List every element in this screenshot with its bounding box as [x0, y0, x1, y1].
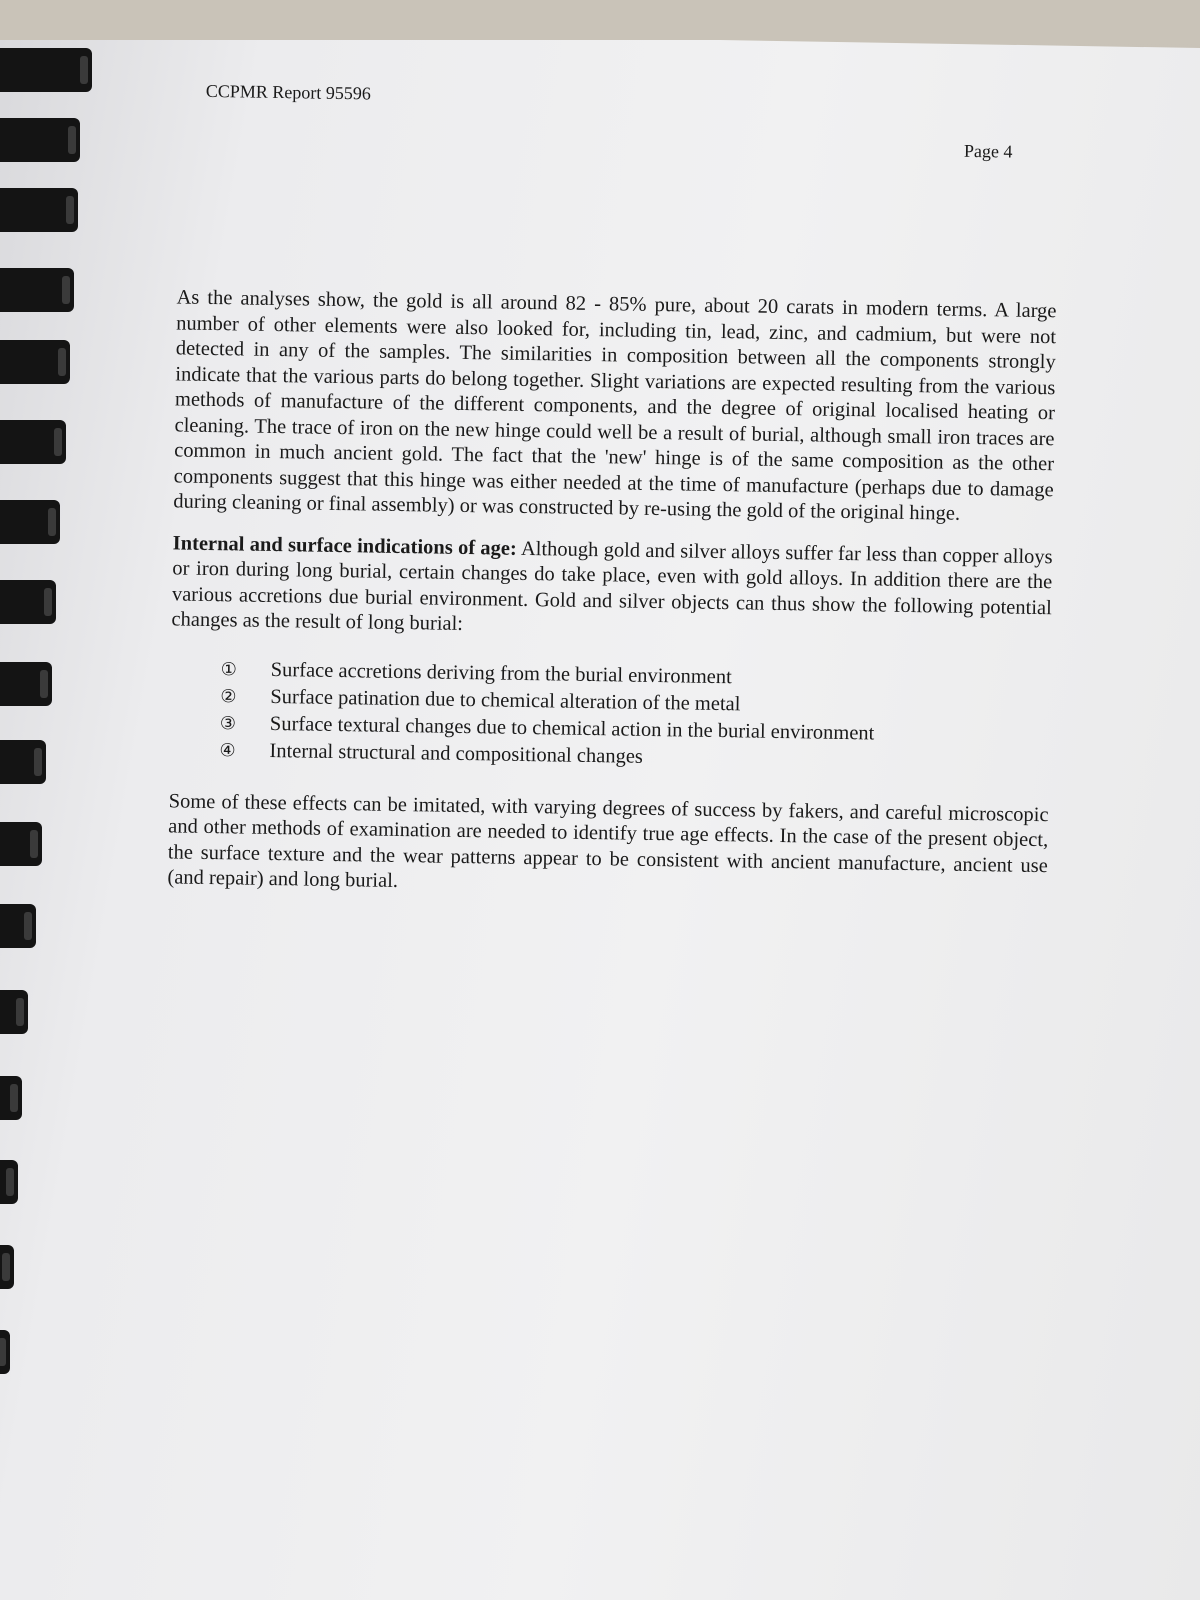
binding-coil: [0, 904, 36, 948]
paragraph-analysis: As the analyses show, the gold is all around 82 - 85% pure, about 20 carats in modern terms. A large number of other elements were also looked for, including tin, lead, zinc, and cadmium, but were not detected in any of the samples. The similarities in composition between all the components strongly indicate that the various parts do belong together. Slight variations are expected resulting from the various methods of manufacture of the different components, and the degree of original localised heating or cleaning. The trace of iron on the new hinge could well be a result of burial, although small iron traces are common in much ancient gold. The fact that the 'new' hinge is of the same composition as the other components suggest that this hinge was either needed at the time of manufacture (perhaps due to damage during cleaning or final assembly) or was constructed by re-using the gold of the original hinge.: [173, 286, 1057, 525]
binding-coil: [0, 1076, 22, 1120]
page-number: Page 4: [963, 140, 1013, 162]
circled-number: ②: [220, 685, 237, 707]
list-item-text: Surface accretions deriving from the burial environment: [270, 658, 732, 688]
binding-coil: [0, 118, 80, 162]
changes-list: [219, 656, 1051, 777]
binding-coil: [0, 420, 66, 464]
list-item-text: Surface textural changes due to chemical action in the burial environment: [269, 712, 875, 744]
binding-coil: [0, 500, 60, 544]
paragraph-text: Although gold and silver alloys suffer far less than copper alloys or iron during long burial, certain changes do take place, even with gold alloys. In addition there are the various accretions due burial environment. Gold and silver objects can thus show the following potential changes as the result of long burial:: [171, 537, 1053, 635]
binding-coil: [0, 662, 52, 706]
spiral-binding: [0, 0, 90, 1600]
binding-coil: [0, 48, 92, 92]
binding-coil: [0, 740, 46, 784]
circled-number: ③: [219, 712, 237, 734]
paragraph-age-indications: [171, 531, 1052, 647]
binding-coil: [0, 990, 28, 1034]
binding-coil: [0, 1160, 18, 1204]
binding-coil: [0, 580, 56, 624]
report-body: [167, 285, 1057, 920]
binding-coil: [0, 340, 70, 384]
binding-coil: [0, 268, 74, 312]
binding-coil: [0, 1330, 10, 1374]
list-item-text: Internal structural and compositional changes: [269, 739, 644, 768]
circled-number: ①: [220, 658, 238, 680]
binding-coil: [0, 1245, 14, 1289]
paragraph-conclusion: Some of these effects can be imitated, with varying degrees of success by fakers, and careful microscopic and other methods of examination are needed to identify true age effects. In the case of the present object, the surface texture and the wear patterns appear to be consistent with ancient manufacture, ancient use (and repair) and long burial.: [167, 789, 1049, 892]
list-item-text: Surface patination due to chemical alteration of the metal: [270, 685, 741, 715]
binding-coil: [0, 822, 42, 866]
binding-coil: [0, 188, 78, 232]
report-header: CCPMR Report 95596: [205, 80, 372, 104]
circled-number: ④: [219, 739, 236, 761]
section-heading: Internal and surface indications of age:: [172, 531, 517, 560]
